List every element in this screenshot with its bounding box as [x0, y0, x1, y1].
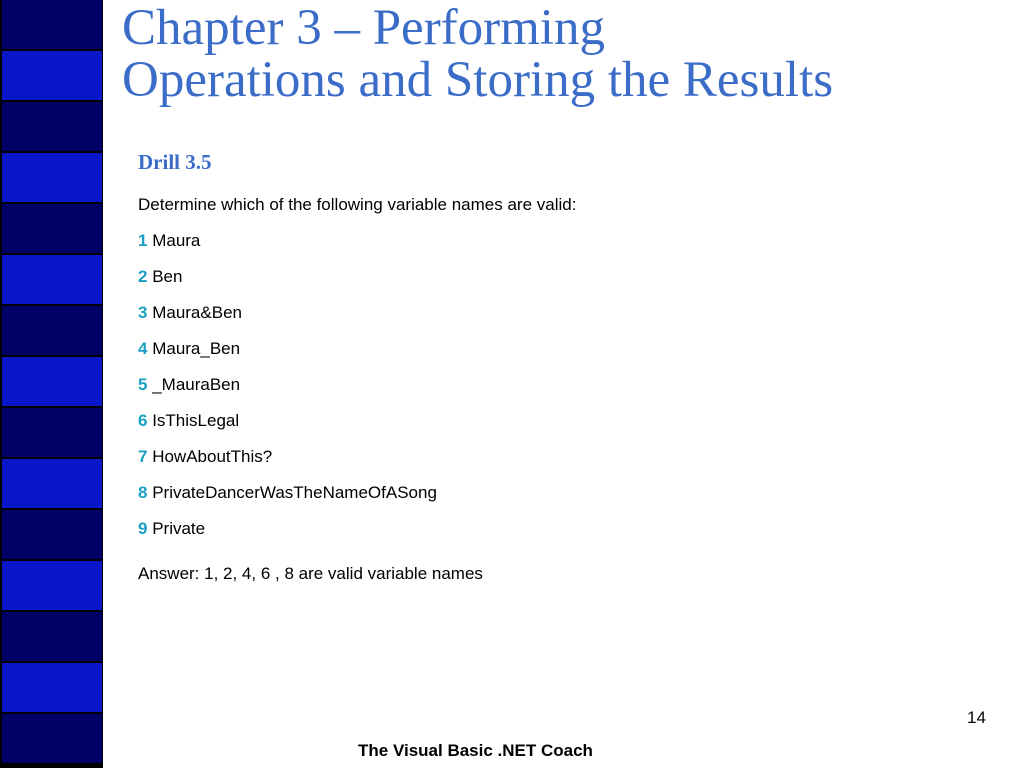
sidebar-decoration [0, 0, 103, 768]
item-text: HowAboutThis? [152, 447, 273, 466]
drill-heading: Drill 3.5 [138, 150, 212, 174]
item-number: 7 [138, 447, 148, 466]
list-item [138, 303, 242, 323]
list-item [138, 267, 182, 287]
intro-text: Determine which of the following variable names are valid: [138, 195, 577, 214]
answer-text: Answer: 1, 2, 4, 6 , 8 are valid variable names [138, 564, 483, 583]
sidebar-block [2, 663, 102, 712]
sidebar-block [2, 459, 102, 508]
item-number: 5 [138, 375, 148, 394]
item-text: PrivateDancerWasTheNameOfASong [152, 483, 437, 502]
slide-title [122, 0, 1017, 109]
sidebar-block [2, 102, 102, 151]
slide-title-line-2: Operations and Storing the Results [122, 52, 834, 109]
item-number: 1 [138, 231, 148, 250]
item-text: Private [152, 519, 206, 538]
sidebar-block [2, 306, 102, 355]
item-text: Maura&Ben [152, 303, 242, 322]
item-number: 6 [138, 411, 148, 430]
list-item [138, 411, 239, 431]
slide-number: 14 [967, 708, 986, 727]
item-number: 2 [138, 267, 148, 286]
item-number: 9 [138, 519, 148, 538]
sidebar-block [2, 153, 102, 202]
sidebar-block [2, 204, 102, 253]
footer-text: The Visual Basic .NET Coach [358, 741, 593, 760]
item-number: 3 [138, 303, 148, 322]
item-text: Maura_Ben [152, 339, 241, 358]
list-item [138, 375, 240, 395]
sidebar-block [2, 357, 102, 406]
list-item [138, 447, 272, 467]
slide-title-line-1: Chapter 3 – Performing [122, 0, 605, 56]
list-item [138, 339, 240, 359]
list-item [138, 519, 205, 539]
sidebar-block [2, 714, 102, 763]
sidebar-block [2, 408, 102, 457]
sidebar-block [2, 510, 102, 559]
item-number: 4 [138, 339, 148, 358]
list-item [138, 483, 437, 503]
sidebar-block [2, 561, 102, 610]
item-text: Maura [152, 231, 201, 250]
sidebar-block [2, 0, 102, 49]
item-text: Ben [152, 267, 183, 286]
sidebar-block [2, 612, 102, 661]
item-number: 8 [138, 483, 148, 502]
item-text: IsThisLegal [152, 411, 240, 430]
sidebar-block [2, 255, 102, 304]
item-text: _MauraBen [152, 375, 241, 394]
list-item [138, 231, 200, 251]
sidebar-block [2, 51, 102, 100]
